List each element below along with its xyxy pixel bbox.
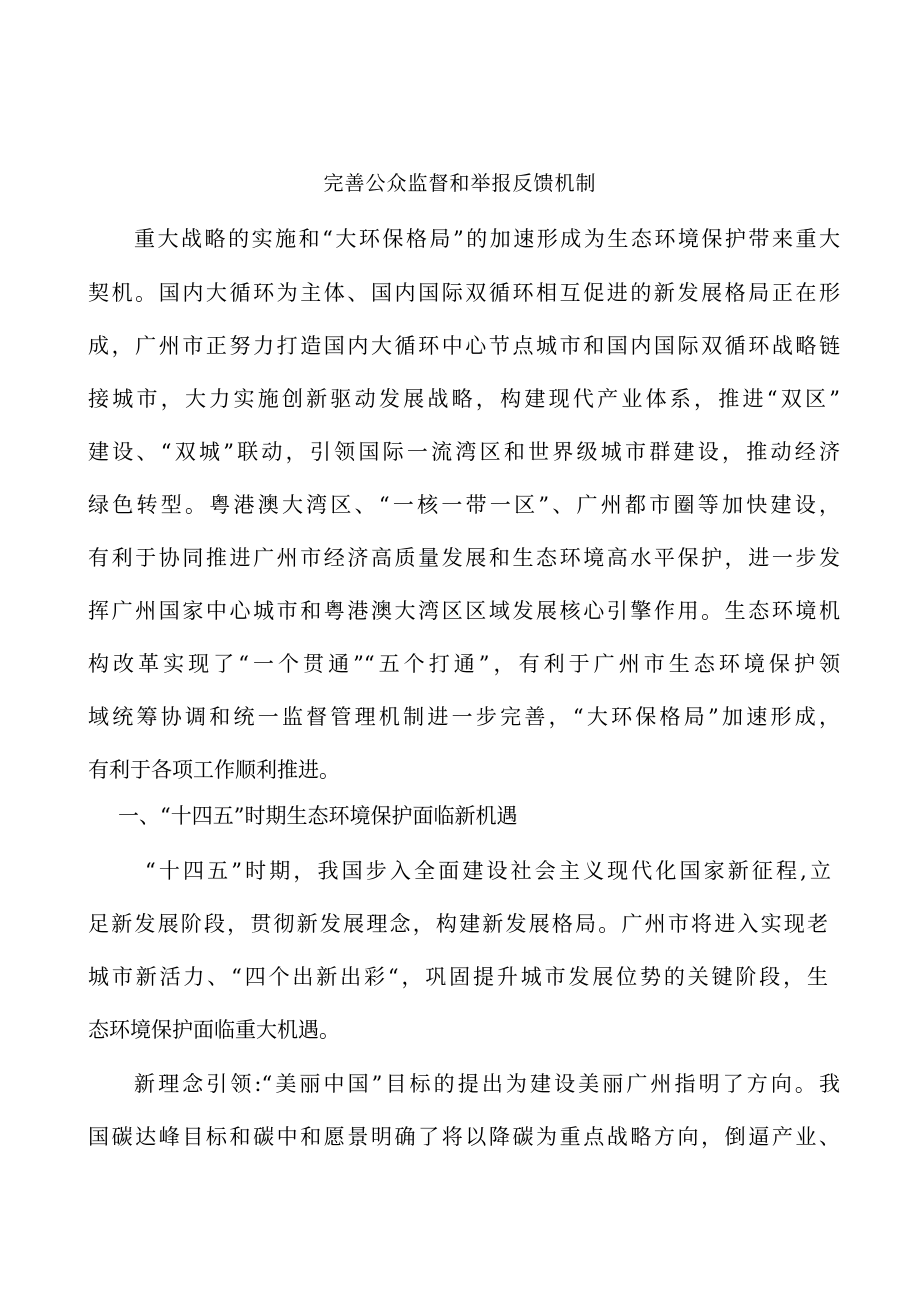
paragraph-line: 接城市，大力实施创新驱动发展战略，构建现代产业体系，推进“双区” bbox=[88, 387, 840, 411]
paragraph-line: “十四五”时期，我国步入全面建设社会主义现代化国家新征程,立 bbox=[145, 859, 831, 883]
paragraph-line: 绿色转型。粤港澳大湾区、“一核一带一区”、广州都市圈等加快建设， bbox=[88, 493, 840, 517]
paragraph-line: 有利于各项工作顺利推进。 bbox=[88, 758, 340, 782]
document-title: 完善公众监督和举报反馈机制 bbox=[323, 171, 597, 195]
paragraph-line: 挥广州国家中心城市和粤港澳大湾区区域发展核心引擎作用。生态环境机 bbox=[88, 599, 840, 623]
paragraph-line: 构改革实现了“一个贯通”“五个打通”，有利于广州市生态环境保护领 bbox=[88, 652, 840, 676]
section-heading: 一、“十四五”时期生态环境保护面临新机遇 bbox=[118, 804, 518, 828]
paragraph-line: 域统筹协调和统一监督管理机制进一步完善，“大环保格局”加速形成， bbox=[88, 705, 840, 729]
paragraph-line: 态环境保护面临重大机遇。 bbox=[88, 1018, 340, 1042]
paragraph-line: 契机。国内大循环为主体、国内国际双循环相互促进的新发展格局正在形 bbox=[88, 281, 840, 305]
paragraph-line: 建设、“双城”联动，引领国际一流湾区和世界级城市群建设，推动经济 bbox=[88, 440, 840, 464]
paragraph-line: 国碳达峰目标和碳中和愿景明确了将以降碳为重点战略方向，倒逼产业、 bbox=[88, 1125, 840, 1149]
paragraph-line: 成，广州市正努力打造国内大循环中心节点城市和国内国际双循环战略链 bbox=[88, 334, 840, 358]
paragraph-line: 重大战略的实施和“大环保格局”的加速形成为生态环境保护带来重大 bbox=[134, 227, 840, 251]
paragraph-line: 城市新活力、“四个出新出彩“，巩固提升城市发展位势的关键阶段，生 bbox=[88, 965, 828, 989]
paragraph-line: 有利于协同推进广州市经济高质量发展和生态环境高水平保护，进一步发 bbox=[88, 546, 840, 570]
paragraph-line: 新理念引领:“美丽中国”目标的提出为建设美丽广州指明了方向。我 bbox=[134, 1072, 840, 1096]
paragraph-line: 足新发展阶段，贯彻新发展理念，构建新发展格局。广州市将进入实现老 bbox=[88, 912, 828, 936]
